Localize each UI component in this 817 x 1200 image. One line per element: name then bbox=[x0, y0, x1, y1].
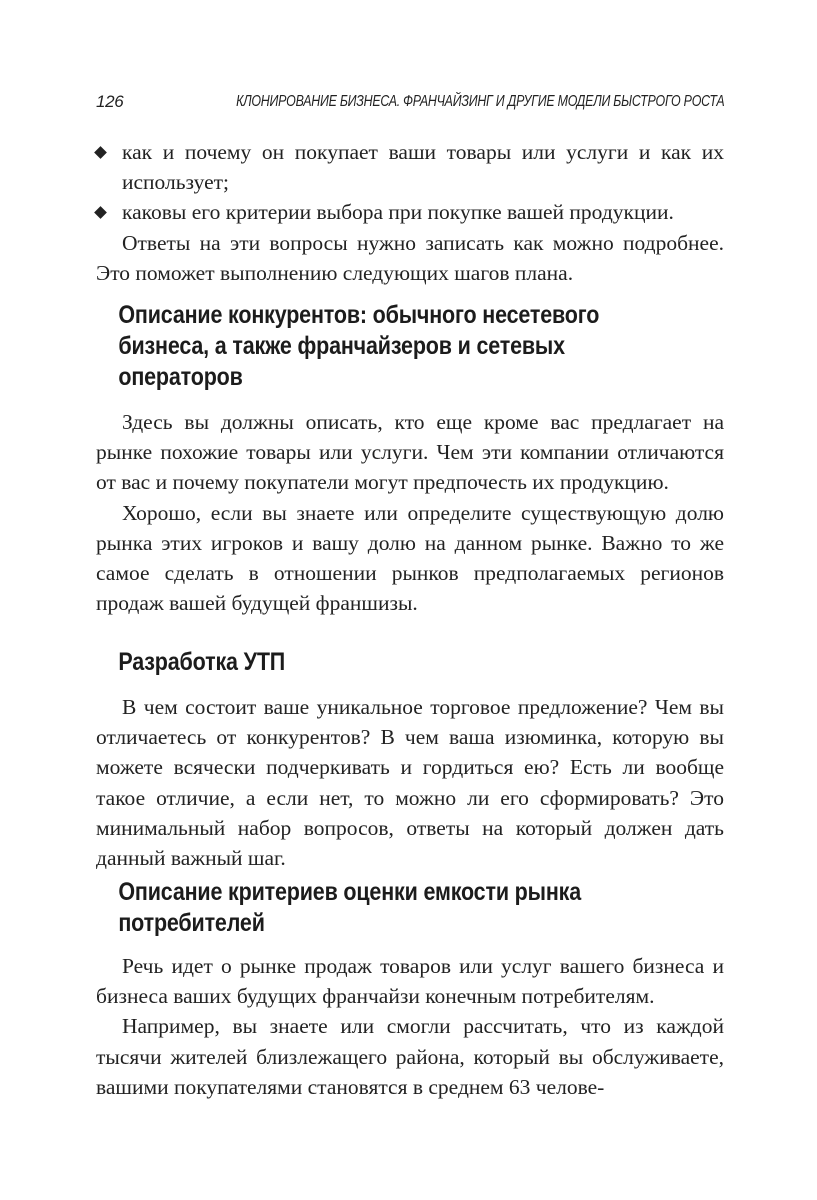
section-heading: Описание конкурентов: обычного несетевого бизнеса, а также франчайзеров и сетевых операторов bbox=[118, 301, 600, 391]
page-number: 126 bbox=[96, 92, 124, 111]
running-title: КЛОНИРОВАНИЕ БИЗНЕСА. ФРАНЧАЙЗИНГ И ДРУГИЕ МОДЕЛИ БЫСТРОГО РОСТА bbox=[235, 93, 724, 110]
section-competitors-body bbox=[96, 407, 724, 618]
section-usp bbox=[96, 647, 724, 678]
paragraph: В чем состоит ваше уникальное торговое предложение? Чем вы отличаетесь от конкурентов? В чем ваша изюминка, которую вы можете всячески подчеркивать и гордиться ею? Есть ли вообще такое отличие, а если нет, то можно ли его сформировать? Это минимальный набор вопросов, ответы на который должен дать данный важный шаг. bbox=[96, 695, 724, 871]
section-heading: Разработка УТП bbox=[118, 648, 286, 676]
paragraph-wrapper bbox=[96, 228, 724, 288]
section-competitors bbox=[96, 300, 724, 393]
bullet-list bbox=[96, 137, 724, 288]
running-head bbox=[96, 92, 724, 116]
paragraph: Ответы на эти вопросы нужно записать как можно подробнее. Это поможет выполнению следующих шагов плана. bbox=[96, 230, 724, 285]
section-heading: Описание критериев оценки емкости рынка потребителей bbox=[118, 878, 582, 937]
paragraph: Речь идет о рынке продаж товаров или услуг вашего бизнеса и бизнеса ваших будущих франчайзи конечным потребителям. bbox=[96, 954, 724, 1009]
list-item: как и почему он покупает ваши товары или услуги и как их использует; bbox=[96, 137, 724, 197]
section-market-capacity-body bbox=[96, 951, 724, 1102]
section-market-capacity bbox=[96, 877, 724, 939]
diamond-bullet-icon bbox=[94, 146, 107, 159]
diamond-bullet-icon bbox=[94, 207, 107, 220]
paragraph: Здесь вы должны описать, кто еще кроме вас предлагает на рынке похожие товары или услуги. Чем эти компании отличаются от вас и почему покупатели могут предпочесть их продукцию. bbox=[96, 410, 724, 495]
paragraph: Например, вы знаете или смогли рассчитать, что из каждой тысячи жителей близлежащего района, который вы обслуживаете, вашими покупателями становятся в среднем 63 челове- bbox=[96, 1014, 724, 1099]
paragraph: Хорошо, если вы знаете или определите существующую долю рынка этих игроков и вашу долю на данном рынке. Важно то же самое сделать в отношении рынков предполагаемых регионов продаж вашей будущей франшизы. bbox=[96, 500, 724, 616]
list-item: каковы его критерии выбора при покупке вашей продукции. bbox=[96, 197, 724, 227]
section-usp-body bbox=[96, 692, 724, 873]
